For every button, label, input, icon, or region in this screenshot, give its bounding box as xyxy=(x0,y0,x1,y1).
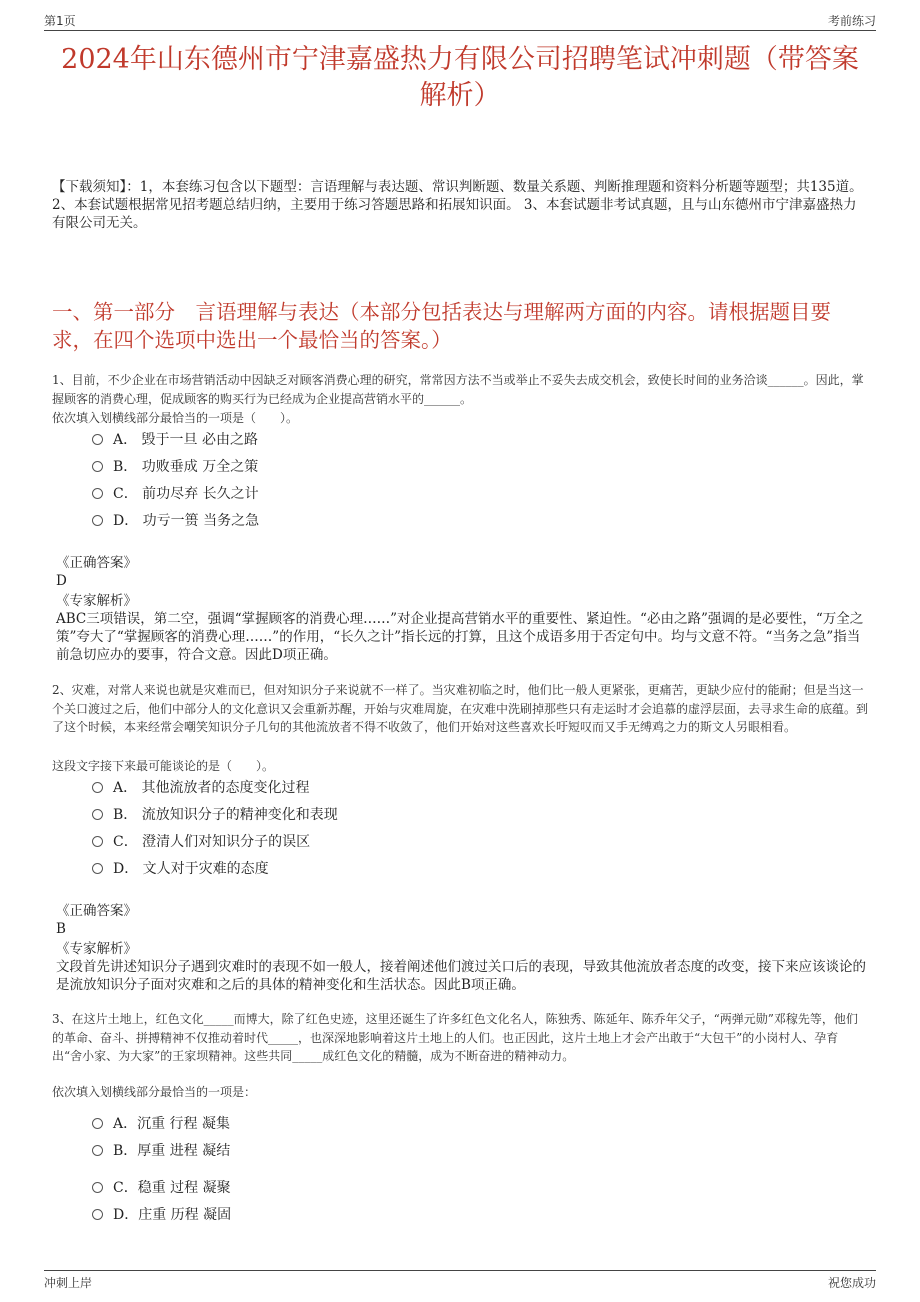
radio-icon[interactable] xyxy=(92,1209,103,1220)
question-1-option-c[interactable]: C． 前功尽弃 长久之计 xyxy=(92,484,259,504)
header-tag: 考前练习 xyxy=(827,14,876,28)
question-2-stem: 2、灾难，对常人来说也就是灾难而已，但对知识分子来说就不一样了。当灾难初临之时，他们比一般人更紧张，更痛苦，更缺少应付的能耐；但是当这一个关口渡过之后，他们中部分人的文化意识又会重新苏醒，开始与灾难周旋，在灾难中洗刷掉那些只有走运时才会追慕的虚浮层面，去寻求生命的底蕴。到了这个时候，本来经常会嘲笑知识分子几句的其他流放者不得不收敛了，他们开始对这些喜欢长吁短叹而又手无缚鸡之力的斯文人另眼相看。 xyxy=(52,683,869,734)
footer-right-text: 祝您成功 xyxy=(827,1276,876,1290)
question-2-option-d[interactable]: D． 文人对于灾难的态度 xyxy=(92,859,269,879)
question-2-analysis: 文段首先讲述知识分子遇到灾难时的表现不如一般人，接着阐述他们渡过关口后的表现，导致其他流放者态度的改变，接下来应该谈论的是流放知识分子面对灾难和之后的具体的精神变化和生活状态。因此B项正确。 xyxy=(56,959,866,993)
radio-icon[interactable] xyxy=(92,863,103,874)
question-1-option-b[interactable]: B． 功败垂成 万全之策 xyxy=(92,457,258,477)
question-2-ask: 这段文字接下来最可能谈论的是（ ）。 xyxy=(52,759,275,773)
page-footer xyxy=(44,1270,876,1293)
question-1-stem: 1、目前，不少企业在市场营销活动中因缺乏对顾客消费心理的研究，常常因方法不当或举止不妥失去成交机会，致使长时间的业务洽谈______。因此，掌握顾客的消费心理，促成顾客的购买行为已经成为企业提高营销水平的______。 xyxy=(52,373,864,406)
question-1-ask: 依次填入划横线部分最恰当的一项是（ ）。 xyxy=(52,411,299,425)
footer-left-text: 冲刺上岸 xyxy=(44,1276,93,1290)
radio-icon[interactable] xyxy=(92,1145,103,1156)
question-1-answer-label: 《正确答案》 xyxy=(56,555,137,571)
radio-icon[interactable] xyxy=(92,461,103,472)
radio-icon[interactable] xyxy=(92,515,103,526)
radio-icon[interactable] xyxy=(92,809,103,820)
radio-icon[interactable] xyxy=(92,1118,103,1129)
question-1-option-a[interactable]: A． 毁于一旦 必由之路 xyxy=(92,430,258,450)
question-2-option-a[interactable]: A． 其他流放者的态度变化过程 xyxy=(92,778,310,798)
page-header xyxy=(44,8,876,31)
radio-icon[interactable] xyxy=(92,836,103,847)
question-3-option-d[interactable]: D．庄重 历程 凝固 xyxy=(92,1205,231,1225)
page-number: 第1页 xyxy=(44,14,76,28)
question-3-option-c[interactable]: C．稳重 过程 凝聚 xyxy=(92,1178,231,1198)
question-1-analysis-label: 《专家解析》 xyxy=(56,593,137,609)
document-title: 2024年山东德州市宁津嘉盛热力有限公司招聘笔试冲刺题（带答案解析） xyxy=(61,44,859,111)
question-3-option-a[interactable]: A．沉重 行程 凝集 xyxy=(92,1114,230,1134)
radio-icon[interactable] xyxy=(92,782,103,793)
radio-icon[interactable] xyxy=(92,434,103,445)
download-notice: 【下载须知】：1，本套练习包含以下题型：言语理解与表达题、常识判断题、数量关系题、判断推理题和资料分析题等题型；共135道。 2、本套试题根据常见招考题总结归纳，主要用于练习答题思路和拓展知识面。 3、本套试题非考试真题，且与山东德州市宁津嘉盛热力有限公司无关。 xyxy=(52,179,863,231)
question-2-answer-label: 《正确答案》 xyxy=(56,903,137,919)
radio-icon[interactable] xyxy=(92,488,103,499)
question-3-stem: 3、在这片土地上，红色文化_____而博大，除了红色史迹，这里还诞生了许多红色文化名人，陈独秀、陈延年、陈乔年父子，“两弹元勋”邓稼先等，他们的革命、奋斗、拼搏精神不仅推动着时代_____，也深深地影响着这片土地上的人们。也正因此，这片土地上才会产出敢于“大包干”的小岗村人、孕育出“舍小家、为大家”的王家坝精神。这些共同_____成红色文化的精髓，成为不断奋进的精神动力。 xyxy=(52,1012,858,1063)
section-heading: 一、第一部分 言语理解与表达（本部分包括表达与理解两方面的内容。请根据题目要求，在四个选项中选出一个最恰当的答案。） xyxy=(52,300,831,352)
question-1-analysis: ABC三项错误，第二空，强调“掌握顾客的消费心理……”对企业提高营销水平的重要性、紧迫性。“必由之路”强调的是必要性，“万全之策”夸大了“掌握顾客的消费心理……”的作用，“长久之计”指长远的打算，且这个成语多用于否定句中。均与文意不符。“当务之急”指当前急切应办的要事，符合文意。因此D项正确。 xyxy=(56,611,864,663)
question-2-answer: B xyxy=(56,921,66,937)
question-3-option-b[interactable]: B．厚重 进程 凝结 xyxy=(92,1141,230,1161)
question-1-option-d[interactable]: D． 功亏一篑 当务之急 xyxy=(92,511,259,531)
question-3-ask: 依次填入划横线部分最恰当的一项是： xyxy=(52,1085,257,1099)
question-2-option-c[interactable]: C． 澄清人们对知识分子的误区 xyxy=(92,832,310,852)
question-2-option-b[interactable]: B． 流放知识分子的精神变化和表现 xyxy=(92,805,338,825)
radio-icon[interactable] xyxy=(92,1182,103,1193)
question-2-analysis-label: 《专家解析》 xyxy=(56,941,137,957)
question-1-answer: D xyxy=(56,573,67,589)
